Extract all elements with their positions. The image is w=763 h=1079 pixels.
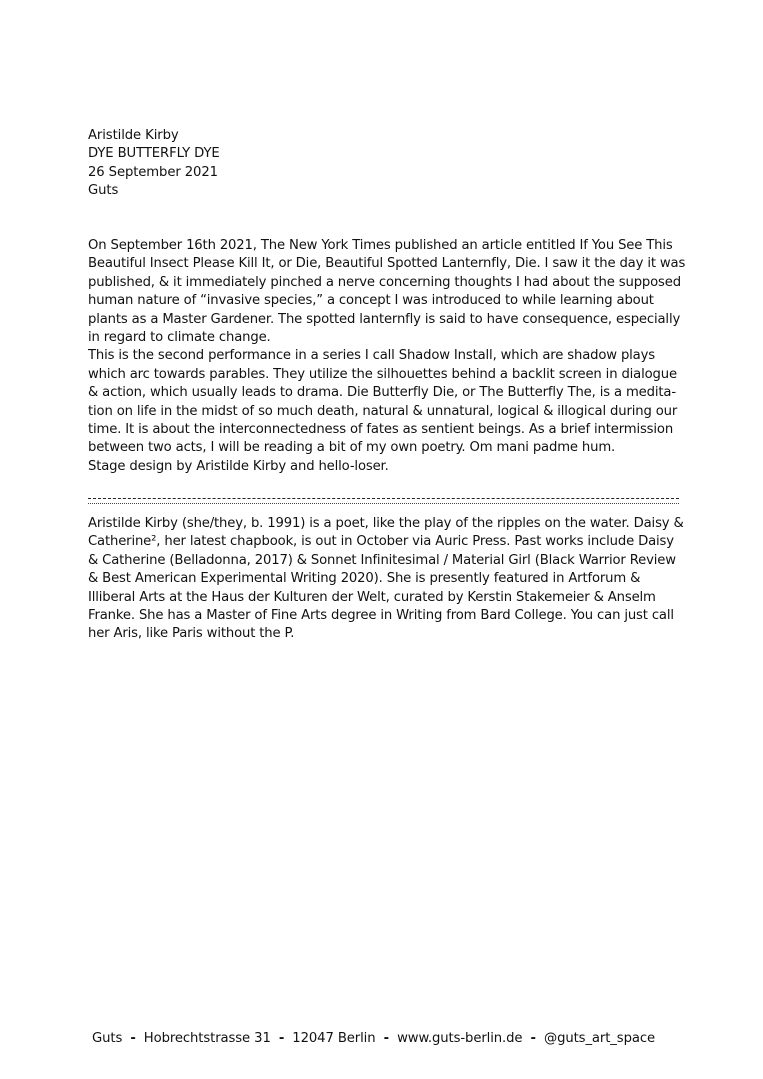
footer-website-link[interactable]: www.guts-berlin.de (397, 1031, 523, 1046)
author-name: Aristilde Kirby (88, 128, 179, 143)
description-paragraph-1: On September 16th 2021, The New York Times published an article entitled If You See This Beautiful Insect Please Kill It, or Die, Beautiful Spotted Lanternfly, Die. I saw it the day it was published, & it immediately pinched a nerve concerning thoughts I had about the supposed human nature of “invasive species,” a concept I was introduced to while learning about plants as a Master Gardener. The spotted lanternfly is said to have consequence, especially in regard to climate change. (88, 238, 686, 346)
performance-title: DYE BUTTERFLY DYE (88, 146, 220, 162)
artist-bio (88, 515, 688, 644)
description-body (88, 237, 688, 476)
description-paragraph-3: Stage design by Aristilde Kirby and hello-loser. (88, 458, 389, 474)
bio-paragraph: Aristilde Kirby (she/they, b. 1991) is a poet, like the play of the ripples on the water. Daisy & Catherine², her latest chapbook, is out in October via Auric Press. Past works include Daisy & Catherine (Belladonna, 2017) & Sonnet Infinitesimal / Material Girl (Black Warrior Review & Best American Experimental Writing 2020). She is presently featured in Artforum & Illiberal Arts at the Haus der Kulturen der Welt, curated by Kerstin Stakemeier & Anselm Franke. She has a Master of Fine Arts degree in Writing from Bard College. You can just call her Aris, like Paris without the P. (88, 516, 684, 642)
section-divider (88, 498, 679, 504)
footer-name: Guts (92, 1031, 123, 1046)
footer-social-link[interactable]: @guts_art_space (543, 1031, 655, 1046)
footer-separator: - (383, 1031, 389, 1046)
footer-separator: - (530, 1031, 536, 1046)
footer (92, 1030, 655, 1048)
footer-separator: - (130, 1031, 136, 1046)
footer-address: Hobrechtstrasse 31 (143, 1031, 271, 1046)
footer-separator: - (278, 1031, 285, 1046)
document-header (88, 127, 220, 201)
footer-city: 12047 Berlin (292, 1031, 376, 1046)
venue-name: Guts (88, 183, 119, 199)
description-paragraph-2: This is the second performance in a series I call Shadow Install, which are shadow plays which arc towards parables. They utilize the silhouettes behind a backlit screen in dialogue & action, which usually leads to drama. Die Butterfly Die, or The Butterfly The, is a meditation on life in the midst of so much death, natural & unnatural, logical & illogical during our time. It is about the interconnectedness of fates as sentient beings. As a brief intermission between two acts, I will be reading a bit of my own poetry. Om mani padme hum. (88, 348, 678, 456)
performance-date: 26 September 2021 (88, 164, 218, 180)
